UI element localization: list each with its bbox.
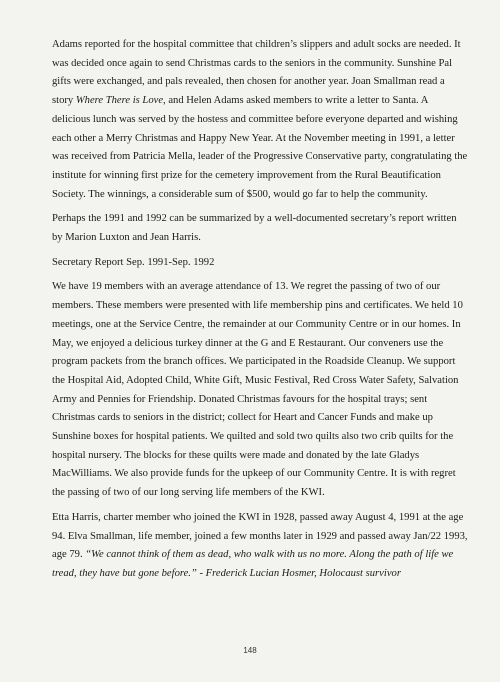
text-run: Perhaps the 1991 and 1992 can be summarized by a well-documented secretary’s report written by Marion Luxton and Jean Harris. [52, 213, 457, 244]
paragraph-memorial [52, 509, 468, 584]
text-run: We have 19 members with an average attendance of 13. We regret the passing of two of our members. These members were presented with life membership pins and certificates. We held 10 meetings, one at the Service Centre, the remainder at our Community Centre or in our homes. In May, we enjoyed a delicious turkey dinner at the G and E Restaurant. Our conveners use the program packets from the branch offices. We participated in the Roadside Cleanup. We support the Hospital Aid, Adopted Child, White Gift, Music Festival, Red Cross Water Safety, Salvation Army and Pennies for Friendship. Donated Christmas favours for the hospital trays; sent Christmas cards to seniors in the district; collect for Heart and Cancer Funds and make up Sunshine boxes for hospital patients. We quilted and sold two quilts also two crib quilts for the hospital nursery. The blocks for these quilts were made and donated by the late Gladys MacWilliams. We also provide funds for the upkeep of our Community Centre. It is with regret the passing of two of our long serving life members of the KWI. [52, 281, 463, 499]
report-heading [52, 254, 468, 273]
memorial-quote: “We cannot think of them as dead, who walk with us no more. Along the path of life we tread, they have but gone before.” - Frederick Lucian Hosmer, Holocaust survivor [52, 549, 454, 579]
text-run: and Helen Adams asked members to write a letter to Santa. A delicious lunch was served by the hostess and committee before everyone departed and wishing each other a Merry Christmas and Happy New Year. At the November meeting in 1991, a letter was received from Patricia Mella, leader of the Progressive Conservative party, congratulating the institute for winning first prize for the cemetery improvement from the Rural Beautification Society. The winnings, a considerable sum of $500, would go far to help the community. [52, 95, 468, 200]
text-run: Secretary Report Sep. 1991-Sep. 1992 [52, 256, 215, 268]
page-number: 148 [243, 646, 257, 655]
body-text [52, 36, 468, 590]
text-run: Etta Harris, charter member who joined the KWI in 1928, passed away August 4, 1991 at the age 94. Elva Smallman, life member, joined a few months later in 1929 and passed away Jan/22 1993, age 79. [52, 511, 468, 561]
paragraph-secretary-report [52, 278, 468, 502]
story-title: Where There is Love, [75, 95, 166, 107]
paragraph-hospital-committee [52, 36, 468, 204]
paragraph-summary-intro [52, 210, 468, 247]
text-run: Adams reported for the hospital committee that children’s slippers and adult socks are needed. It was decided once again to send Christmas cards to the seniors in the community. Sunshine Pal gifts were exchanged, and pals revealed, then chosen for another year. Joan Smallman read a story [52, 39, 461, 107]
